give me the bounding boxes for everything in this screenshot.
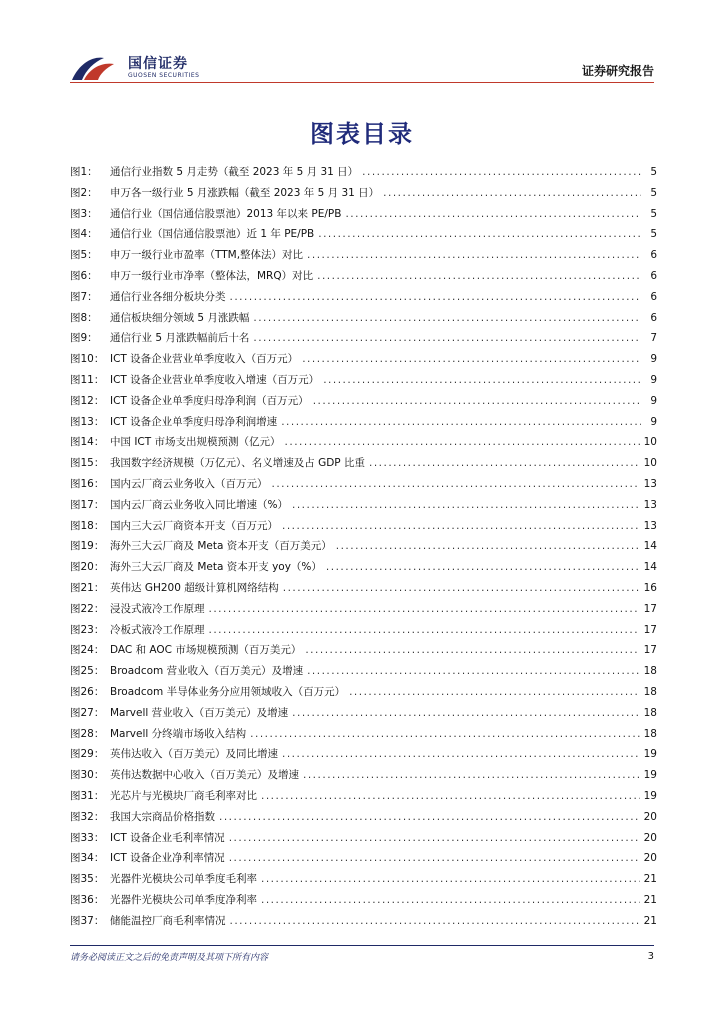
toc-entry-page: 13: [643, 519, 657, 532]
toc-entry[interactable]: [70, 788, 657, 809]
toc-entry-page: 19: [643, 789, 657, 802]
toc-entry-title: Broadcom 营业收入（百万美元）及增速: [110, 665, 304, 678]
logo-name-en: GUOSEN SECURITIES: [128, 72, 200, 79]
toc-entry-label: 图12：: [70, 394, 105, 407]
toc-entry[interactable]: [70, 601, 657, 622]
toc-entry-label: 图20：: [70, 561, 105, 574]
toc-entry[interactable]: [70, 393, 657, 414]
toc-entry-title: 国内云厂商云业务收入（百万元）: [110, 477, 268, 490]
toc-entry-title: ICT 设备企业毛利率情况: [110, 831, 225, 844]
page-header: [0, 0, 724, 90]
toc-leader-dots: [281, 416, 641, 428]
toc-entry-title: 通信行业 5 月涨跌幅前后十名: [110, 332, 250, 345]
toc-entry-page: 17: [643, 644, 657, 657]
toc-leader-dots: [282, 520, 640, 532]
toc-entry-title: 通信行业指数 5 月走势（截至 2023 年 5 月 31 日）: [110, 166, 359, 178]
toc-entry[interactable]: [70, 746, 657, 767]
toc-entry-label: 图22：: [70, 602, 105, 615]
toc-entry-title: 申万一级行业市净率（整体法，MRQ）对比: [110, 269, 314, 282]
toc-entry-page: 19: [643, 748, 657, 761]
toc-entry-page: 7: [650, 332, 657, 345]
toc-entry-label: 图29：: [70, 748, 105, 761]
toc-entry-title: 我国大宗商品价格指数: [110, 810, 215, 823]
toc-entry-page: 21: [643, 873, 657, 886]
toc-entry-title: 通信行业（国信通信股票池）近 1 年 PE/PB: [110, 228, 315, 241]
toc-entry[interactable]: [70, 538, 657, 559]
toc-entry[interactable]: [70, 850, 657, 871]
toc-entry-label: 图30：: [70, 769, 105, 782]
toc-entry-label: 图11：: [70, 373, 105, 386]
toc-entry[interactable]: [70, 372, 657, 393]
toc-entry-title: 海外三大云厂商及 Meta 资本开支（百万美元）: [110, 540, 332, 553]
toc-entry-label: 图8：: [70, 311, 98, 324]
toc-entry-label: 图15：: [70, 457, 105, 470]
toc-leader-dots: [323, 374, 641, 386]
report-type-label: 证券研究报告: [581, 64, 654, 78]
toc-entry-page: 18: [643, 685, 657, 698]
toc-entry-label: 图24：: [70, 644, 105, 657]
footer-divider: [70, 945, 654, 946]
toc-entry-page: 6: [650, 249, 657, 262]
toc-entry-page: 5: [650, 186, 657, 199]
toc-entry[interactable]: [70, 726, 657, 747]
toc-entry-title: 储能温控厂商毛利率情况: [110, 914, 226, 927]
toc-entry-label: 图26：: [70, 685, 105, 698]
toc-entry[interactable]: [70, 247, 657, 268]
toc-entry-title: ICT 设备企业单季度归母净利润增速: [110, 415, 278, 428]
toc-leader-dots: [318, 228, 641, 240]
toc-leader-dots: [272, 478, 640, 490]
toc-leader-dots: [362, 166, 641, 178]
toc-entry-page: 17: [643, 602, 657, 615]
toc-entry-title: Marvell 营业收入（百万美元）及增速: [110, 706, 289, 719]
toc-entry[interactable]: [70, 830, 657, 851]
toc-leader-dots: [261, 873, 640, 885]
toc-entry-page: 20: [643, 852, 657, 865]
figure-list: [70, 164, 657, 933]
toc-entry-page: 18: [643, 665, 657, 678]
toc-entry[interactable]: [70, 663, 657, 684]
toc-entry-page: 16: [643, 581, 657, 594]
toc-leader-dots: [253, 332, 641, 344]
toc-entry-title: 英伟达 GH200 超级计算机网络结构: [110, 581, 279, 594]
toc-entry-label: 图27：: [70, 706, 105, 719]
toc-entry-label: 图18：: [70, 519, 105, 532]
toc-leader-dots: [261, 790, 640, 802]
toc-entry-page: 5: [650, 166, 657, 178]
toc-entry-label: 图14：: [70, 436, 105, 449]
toc-entry-label: 图10：: [70, 353, 105, 366]
toc-entry-page: 9: [650, 353, 657, 366]
logo-text: [128, 56, 199, 80]
toc-entry[interactable]: [70, 767, 657, 788]
toc-entry-title: 光芯片与光模块厂商毛利率对比: [110, 789, 257, 802]
toc-leader-dots: [292, 499, 640, 511]
toc-entry[interactable]: [70, 497, 657, 518]
toc-entry-page: 9: [650, 373, 657, 386]
toc-entry-label: 图37：: [70, 914, 105, 927]
toc-leader-dots: [349, 686, 640, 698]
page-number: 3: [647, 951, 654, 962]
toc-entry[interactable]: [70, 580, 657, 601]
disclaimer-note: 请务必阅读正文之后的免责声明及其项下所有内容: [70, 953, 269, 963]
toc-entry[interactable]: [70, 268, 657, 289]
toc-entry-title: 通信行业（国信通信股票池）2013 年以来 PE/PB: [110, 207, 342, 220]
toc-entry-title: 通信行业各细分板块分类: [110, 290, 226, 303]
toc-entry-page: 14: [643, 561, 657, 574]
toc-entry-page: 9: [650, 415, 657, 428]
toc-leader-dots: [307, 665, 640, 677]
toc-entry-page: 13: [643, 477, 657, 490]
toc-entry[interactable]: [70, 164, 657, 185]
toc-entry-title: ICT 设备企业单季度归母净利润（百万元）: [110, 394, 309, 407]
toc-entry-label: 图19：: [70, 540, 105, 553]
toc-entry-title: 通信板块细分领域 5 月涨跌幅: [110, 311, 250, 324]
toc-entry[interactable]: [70, 642, 657, 663]
toc-entry[interactable]: [70, 559, 657, 580]
toc-entry-label: 图36：: [70, 893, 105, 906]
toc-leader-dots: [303, 769, 640, 781]
toc-leader-dots: [285, 436, 640, 448]
toc-leader-dots: [369, 457, 640, 469]
toc-entry-title: 国内三大云厂商资本开支（百万元）: [110, 519, 278, 532]
toc-entry-title: 我国数字经济规模（万亿元）、名义增速及占 GDP 比重: [110, 457, 365, 470]
toc-entry-label: 图28：: [70, 727, 105, 740]
toc-leader-dots: [230, 291, 642, 303]
toc-entry-label: 图2：: [70, 186, 98, 199]
toc-entry-label: 图35：: [70, 873, 105, 886]
toc-entry-title: Marvell 分终端市场收入结构: [110, 727, 247, 740]
toc-entry[interactable]: [70, 705, 657, 726]
toc-entry[interactable]: [70, 206, 657, 227]
toc-leader-dots: [209, 603, 640, 615]
toc-leader-dots: [209, 624, 640, 636]
toc-entry[interactable]: [70, 414, 657, 435]
toc-entry[interactable]: [70, 892, 657, 913]
toc-entry[interactable]: [70, 684, 657, 705]
toc-leader-dots: [292, 707, 639, 719]
toc-entry-label: 图17：: [70, 498, 105, 511]
toc-entry-title: 光器件光模块公司单季度毛利率: [110, 873, 257, 886]
toc-leader-dots: [307, 249, 641, 261]
toc-entry-label: 图23：: [70, 623, 105, 636]
toc-entry-page: 6: [650, 290, 657, 303]
toc-entry-page: 20: [643, 810, 657, 823]
toc-entry-title: 英伟达数据中心收入（百万美元）及增速: [110, 769, 299, 782]
toc-entry[interactable]: [70, 226, 657, 247]
toc-entry-label: 图34：: [70, 852, 105, 865]
toc-leader-dots: [230, 915, 640, 927]
toc-entry[interactable]: [70, 185, 657, 206]
toc-entry-page: 5: [650, 207, 657, 220]
toc-entry[interactable]: [70, 310, 657, 331]
toc-entry-title: 申万各一级行业 5 月涨跌幅（截至 2023 年 5 月 31 日）: [110, 186, 380, 199]
toc-entry-title: 申万一级行业市盈率（TTM,整体法）对比: [110, 249, 304, 262]
toc-entry-label: 图9：: [70, 332, 98, 345]
toc-entry-page: 9: [650, 394, 657, 407]
toc-entry-label: 图16：: [70, 477, 105, 490]
toc-entry-title: ICT 设备企业净利率情况: [110, 852, 225, 865]
toc-entry-label: 图4：: [70, 228, 98, 241]
page-title: 图表目录: [310, 120, 414, 148]
toc-entry-page: 21: [643, 914, 657, 927]
guosen-logo-icon: [70, 52, 124, 84]
toc-leader-dots: [229, 832, 640, 844]
toc-entry[interactable]: [70, 434, 657, 455]
toc-leader-dots: [383, 187, 641, 199]
toc-entry-page: 18: [643, 727, 657, 740]
toc-entry[interactable]: [70, 455, 657, 476]
toc-leader-dots: [219, 811, 640, 823]
toc-leader-dots: [283, 582, 640, 594]
toc-entry[interactable]: [70, 871, 657, 892]
header-divider: [70, 82, 654, 83]
toc-entry-label: 图21：: [70, 581, 105, 594]
toc-entry[interactable]: [70, 330, 657, 351]
toc-entry-page: 6: [650, 269, 657, 282]
toc-entry-page: 20: [643, 831, 657, 844]
toc-entry-page: 6: [650, 311, 657, 324]
toc-leader-dots: [345, 208, 641, 220]
toc-entry-title: 浸没式液冷工作原理: [110, 602, 205, 615]
toc-entry-title: ICT 设备企业营业单季度收入增速（百万元）: [110, 373, 320, 386]
toc-entry-label: 图31：: [70, 789, 105, 802]
toc-entry-title: 海外三大云厂商及 Meta 资本开支 yoy（%）: [110, 561, 322, 574]
logo-name-cn: 国信证券: [128, 56, 188, 72]
toc-entry[interactable]: [70, 809, 657, 830]
toc-entry-title: Broadcom 半导体业务分应用领域收入（百万元）: [110, 685, 346, 698]
toc-entry[interactable]: [70, 476, 657, 497]
toc-entry-label: 图6：: [70, 269, 98, 282]
toc-entry[interactable]: [70, 289, 657, 310]
toc-entry-label: 图25：: [70, 665, 105, 678]
toc-entry-page: 13: [643, 498, 657, 511]
toc-entry-label: 图32：: [70, 810, 105, 823]
toc-entry-label: 图7：: [70, 290, 98, 303]
toc-entry-page: 10: [643, 457, 657, 470]
toc-entry-title: ICT 设备企业营业单季度收入（百万元）: [110, 353, 299, 366]
toc-leader-dots: [326, 561, 640, 573]
toc-leader-dots: [250, 728, 639, 740]
toc-leader-dots: [282, 748, 640, 760]
toc-entry-label: 图13：: [70, 415, 105, 428]
toc-entry-title: 英伟达收入（百万美元）及同比增速: [110, 748, 278, 761]
toc-leader-dots: [305, 644, 639, 656]
toc-entry[interactable]: [70, 622, 657, 643]
toc-entry-page: 10: [643, 436, 657, 449]
toc-leader-dots: [253, 312, 641, 324]
guosen-logo: [70, 52, 199, 84]
toc-leader-dots: [261, 894, 640, 906]
toc-entry[interactable]: [70, 913, 657, 934]
toc-entry-label: 图5：: [70, 249, 98, 262]
toc-entry-title: 中国 ICT 市场支出规模预测（亿元）: [110, 436, 281, 449]
toc-entry-page: 18: [643, 706, 657, 719]
toc-leader-dots: [317, 270, 641, 282]
toc-entry-page: 5: [650, 228, 657, 241]
toc-entry-label: 图1：: [70, 166, 98, 178]
toc-leader-dots: [302, 353, 641, 365]
toc-leader-dots: [313, 395, 641, 407]
toc-entry-page: 17: [643, 623, 657, 636]
toc-entry-title: DAC 和 AOC 市场规模预测（百万美元）: [110, 644, 302, 657]
toc-leader-dots: [336, 540, 640, 552]
toc-entry-title: 冷板式液冷工作原理: [110, 623, 205, 636]
toc-entry-page: 14: [643, 540, 657, 553]
toc-entry-page: 19: [643, 769, 657, 782]
toc-entry-label: 图33：: [70, 831, 105, 844]
toc-entry-label: 图3：: [70, 207, 98, 220]
toc-entry-page: 21: [643, 893, 657, 906]
toc-leader-dots: [229, 852, 640, 864]
toc-entry[interactable]: [70, 518, 657, 539]
toc-entry[interactable]: [70, 351, 657, 372]
toc-entry-title: 光器件光模块公司单季度净利率: [110, 893, 257, 906]
toc-entry-title: 国内云厂商云业务收入同比增速（%）: [110, 498, 288, 511]
